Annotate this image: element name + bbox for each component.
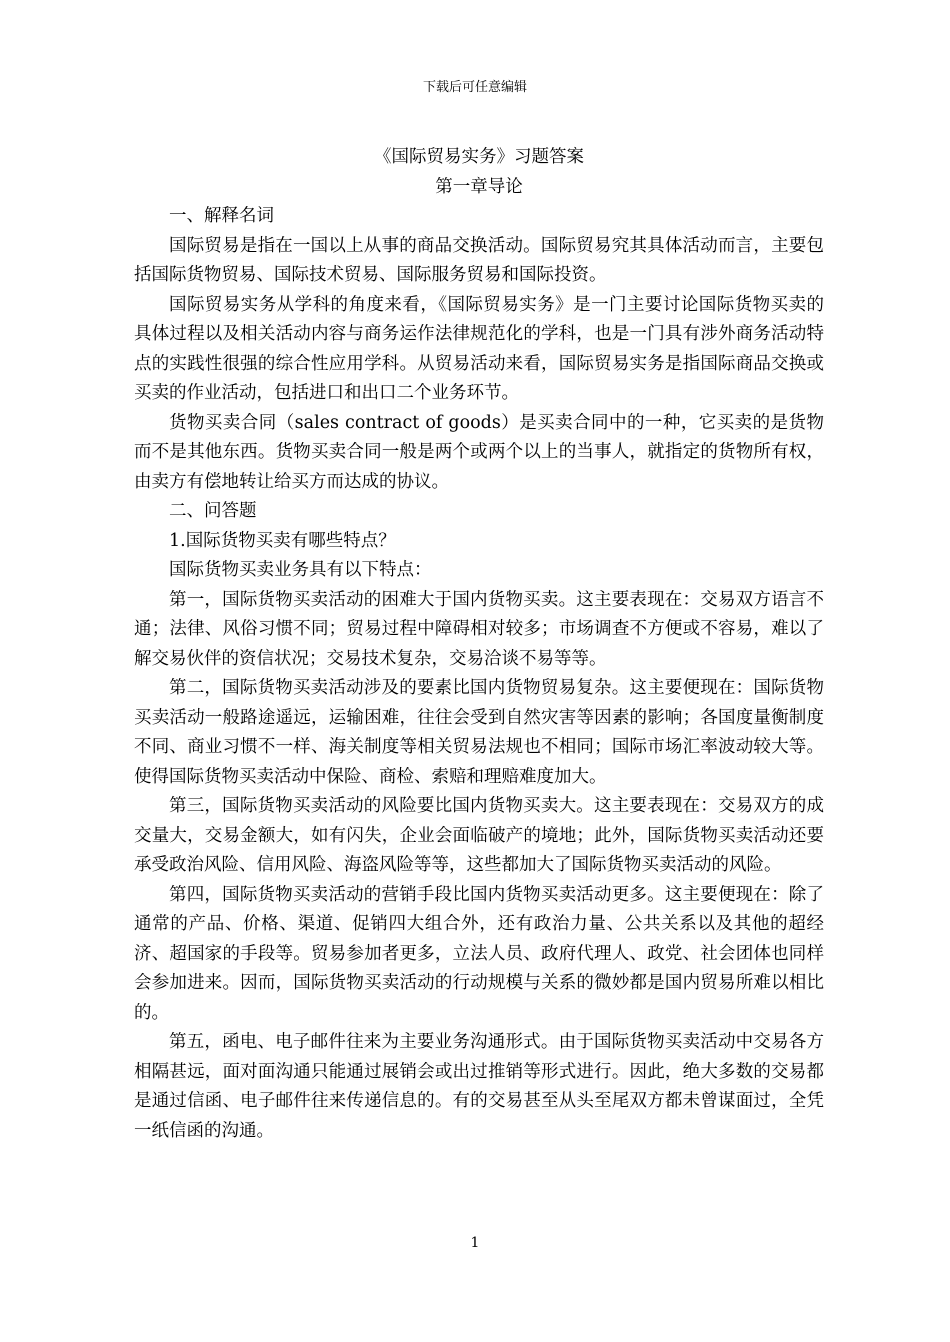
answer-point-1: 第一，国际货物买卖活动的困难大于国内货物买卖。这主要表现在：交易双方语言不通；法律、风俗习惯不同；贸易过程中障碍相对较多；市场调查不方便或不容易，难以了解交易伙伴的资信状况；交易技术复杂，交易洽谈不易等等。 <box>134 589 824 669</box>
answer-point-5: 第五，函电、电子邮件往来为主要业务沟通形式。由于国际货物买卖活动中交易各方相隔甚远，面对面沟通只能通过展销会或出过推销等形式进行。因此，绝大多数的交易都是通过信函、电子邮件往来传递信息的。有的交易甚至从头至尾双方都未曾谋面过，全凭一纸信函的沟通。 <box>134 1032 824 1141</box>
section-heading-definitions: 一、解释名词 <box>169 206 274 226</box>
paragraph-international-trade: 国际贸易是指在一国以上从事的商品交换活动。国际贸易究其具体活动而言，主要包括国际货物贸易、国际技术贸易、国际服务贸易和国际投资。 <box>134 235 824 285</box>
paragraph-trade-practice: 国际贸易实务从学科的角度来看，《国际贸易实务》是一门主要讨论国际货物买卖的具体过程以及相关活动内容与商务运作法律规范化的学科，也是一门具有涉外商务活动特点的实践性很强的综合性应用学科。从贸易活动来看，国际贸易实务是指国际商品交换或买卖的作业活动，包括进口和出口二个业务环节。 <box>134 294 824 403</box>
answer-point-3: 第三，国际货物买卖活动的风险要比国内货物买卖大。这主要表现在：交易双方的成交量大，交易金额大，如有闪失，企业会面临破产的境地；此外，国际货物买卖活动还要承受政治风险、信用风险、海盗风险等等，这些都加大了国际货物买卖活动的风险。 <box>134 796 824 875</box>
document-body <box>134 143 824 1146</box>
answer-intro: 国际货物买卖业务具有以下特点： <box>169 560 432 580</box>
page-number: 1 <box>470 1235 480 1251</box>
answer-point-2: 第二，国际货物买卖活动涉及的要素比国内货物贸易复杂。这主要便现在：国际货物买卖活动一般路途遥远，运输困难，往往会受到自然灾害等因素的影响；各国度量衡制度不同、商业习惯不一样、海关制度等相关贸易法规也不相同；国际市场汇率波动较大等。使得国际货物买卖活动中保险、商检、索赔和理赔难度加大。 <box>134 678 824 787</box>
page-header: 下载后可任意编辑 <box>422 80 527 95</box>
question-1: 1.国际货物买卖有哪些特点？ <box>169 530 396 551</box>
chapter-title: 第一章导论 <box>435 176 523 197</box>
paragraph-sales-contract: 货物买卖合同（sales contract of goods）是买卖合同中的一种，它买卖的是货物而不是其他东西。货物买卖合同一般是两个或两个以上的当事人，就指定的货物所有权，由卖方有偿地转让给买方而达成的协议。 <box>134 412 824 492</box>
section-heading-questions: 二、问答题 <box>169 501 257 521</box>
document-title: 《国际贸易实务》习题答案 <box>374 147 584 167</box>
answer-point-4: 第四，国际货物买卖活动的营销手段比国内货物买卖活动更多。这主要便现在：除了通常的产品、价格、渠道、促销四大组合外，还有政治力量、公共关系以及其他的超经济、超国家的手段等。贸易参加者更多，立法人员、政府代理人、政党、社会团体也同样会参加进来。因而，国际货物买卖活动的行动规模与关系的微妙都是国内贸易所难以相比的。 <box>134 884 824 1023</box>
